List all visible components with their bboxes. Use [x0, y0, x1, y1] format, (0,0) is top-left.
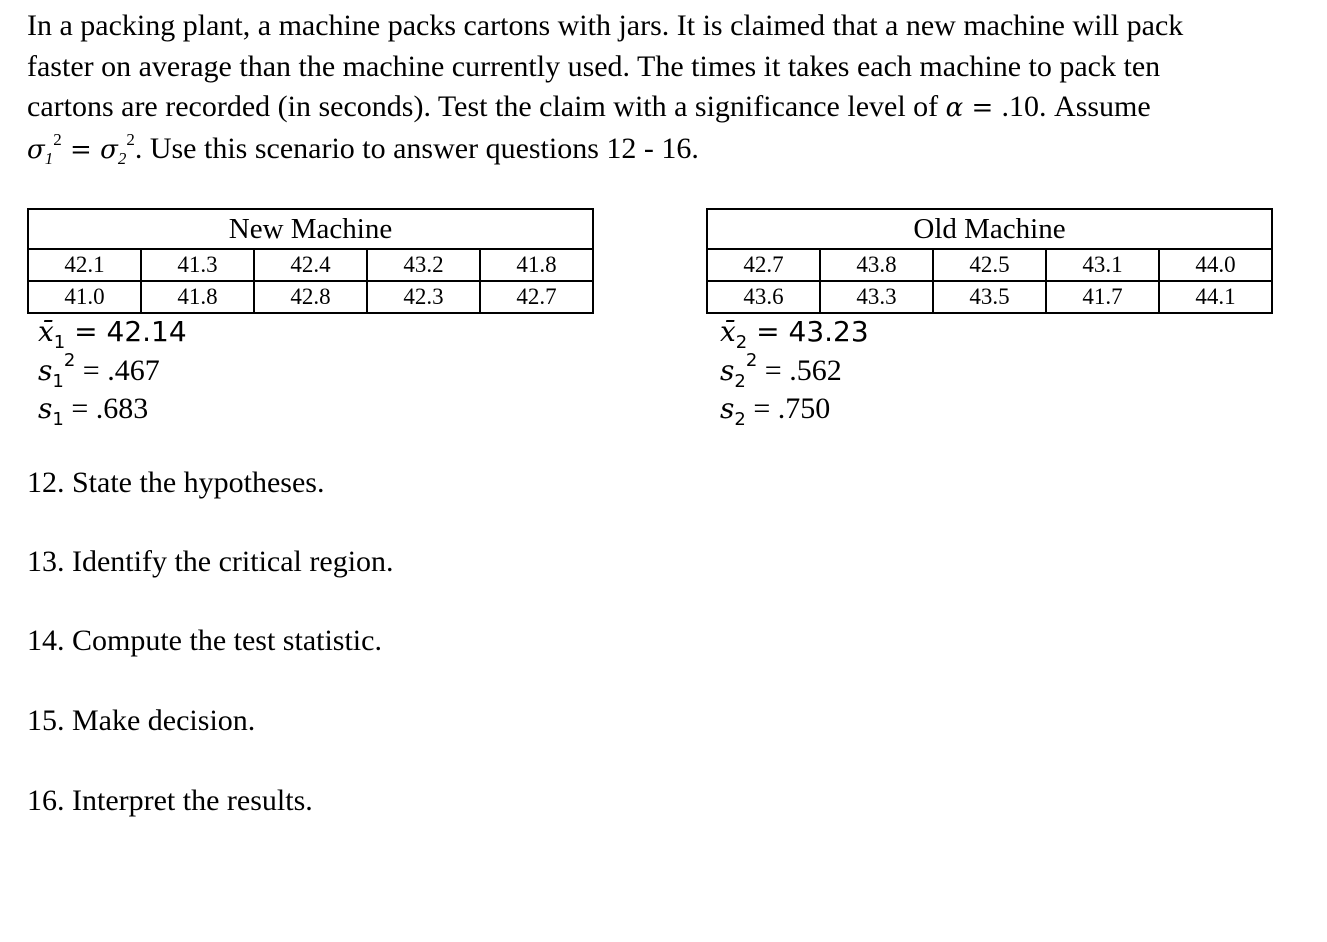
- question-16: 16. Interpret the results.: [27, 784, 313, 817]
- mean-symbol: x̄: [720, 315, 736, 348]
- mean-value: = 43.23: [747, 315, 869, 348]
- scenario-line-3: [27, 87, 1307, 129]
- table-row: [28, 249, 593, 281]
- sigma-2-square: 2: [126, 129, 135, 149]
- table-row: [707, 281, 1272, 313]
- table-cell: 41.8: [480, 249, 593, 281]
- std-dev-symbol: s: [720, 392, 735, 425]
- table-cell: 42.1: [28, 249, 141, 281]
- variance-square: 2: [63, 349, 76, 371]
- scenario-line-3-text: cartons are recorded (in seconds). Test the claim with a significance level of: [27, 90, 939, 123]
- std-dev-subscript: 1: [52, 409, 64, 430]
- alpha-value: .10: [1001, 90, 1040, 123]
- std-dev-value: = .750: [745, 392, 831, 425]
- std-dev-subscript: 2: [734, 409, 746, 430]
- question-13: 13. Identify the critical region.: [27, 545, 394, 578]
- alpha-symbol: α: [945, 93, 964, 123]
- old-machine-table: [706, 208, 1273, 314]
- old-mean: [720, 313, 869, 352]
- new-machine-statistics: [38, 313, 187, 429]
- variance-equals: =: [61, 134, 101, 165]
- table-cell: 41.0: [28, 281, 141, 313]
- table-cell: 42.7: [707, 249, 820, 281]
- new-machine-title: New Machine: [28, 209, 593, 249]
- table-cell: 43.2: [367, 249, 480, 281]
- std-dev-value: = .683: [63, 392, 149, 425]
- variance-value: = .562: [757, 353, 842, 387]
- new-std-dev: [38, 390, 187, 429]
- table-cell: 42.4: [254, 249, 367, 281]
- table-cell: 44.0: [1159, 249, 1272, 281]
- variance-square: 2: [745, 349, 758, 371]
- scenario-line-4: [27, 129, 1307, 174]
- new-machine-table: [27, 208, 594, 314]
- table-cell: 41.3: [141, 249, 254, 281]
- table-cell: 42.8: [254, 281, 367, 313]
- scenario-line-4-text: . Use this scenario to answer questions 12 - 16.: [134, 131, 699, 165]
- old-machine-statistics: [720, 313, 869, 429]
- mean-subscript: 1: [53, 332, 66, 353]
- new-mean: [38, 313, 187, 352]
- table-cell: 44.1: [1159, 281, 1272, 313]
- sigma-2-symbol: σ: [100, 134, 118, 165]
- mean-subscript: 2: [735, 332, 748, 353]
- question-15: 15. Make decision.: [27, 704, 256, 737]
- table-cell: 43.3: [820, 281, 933, 313]
- std-dev-symbol: s: [38, 392, 53, 425]
- table-cell: 43.1: [1046, 249, 1159, 281]
- alpha-equals: =: [963, 93, 1002, 123]
- variance-symbol: s: [720, 353, 735, 387]
- variance-subscript: 1: [52, 370, 64, 392]
- scenario-line-2: faster on average than the machine currently used. The times it takes each machine to pack ten: [27, 49, 1161, 83]
- table-row: [707, 249, 1272, 281]
- mean-symbol: x̄: [38, 315, 54, 348]
- sigma-1-subscript: 1: [44, 148, 54, 168]
- old-std-dev: [720, 390, 869, 429]
- table-cell: 42.3: [367, 281, 480, 313]
- sigma-2-subscript: 2: [117, 148, 127, 168]
- mean-value: = 42.14: [65, 315, 187, 348]
- old-machine-title: Old Machine: [707, 209, 1272, 249]
- scenario-line-1: In a packing plant, a machine packs cartons with jars. It is claimed that a new machine will pack: [27, 9, 1184, 42]
- table-cell: 43.8: [820, 249, 933, 281]
- sigma-1-symbol: σ: [27, 134, 45, 165]
- variance-subscript: 2: [734, 370, 746, 392]
- sigma-1-square: 2: [53, 129, 62, 149]
- table-cell: 43.6: [707, 281, 820, 313]
- table-cell: 43.5: [933, 281, 1046, 313]
- table-cell: 42.7: [480, 281, 593, 313]
- scenario-line-3-end: . Assume: [1039, 90, 1151, 123]
- variance-value: = .467: [75, 353, 160, 387]
- table-cell: 42.5: [933, 249, 1046, 281]
- scenario-paragraph: [27, 6, 1307, 173]
- old-variance: [720, 349, 869, 392]
- table-cell: 41.7: [1046, 281, 1159, 313]
- new-variance: [38, 349, 187, 392]
- question-12: 12. State the hypotheses.: [27, 466, 325, 499]
- table-cell: 41.8: [141, 281, 254, 313]
- table-row: [28, 281, 593, 313]
- variance-symbol: s: [38, 353, 53, 387]
- question-14: 14. Compute the test statistic.: [27, 624, 382, 657]
